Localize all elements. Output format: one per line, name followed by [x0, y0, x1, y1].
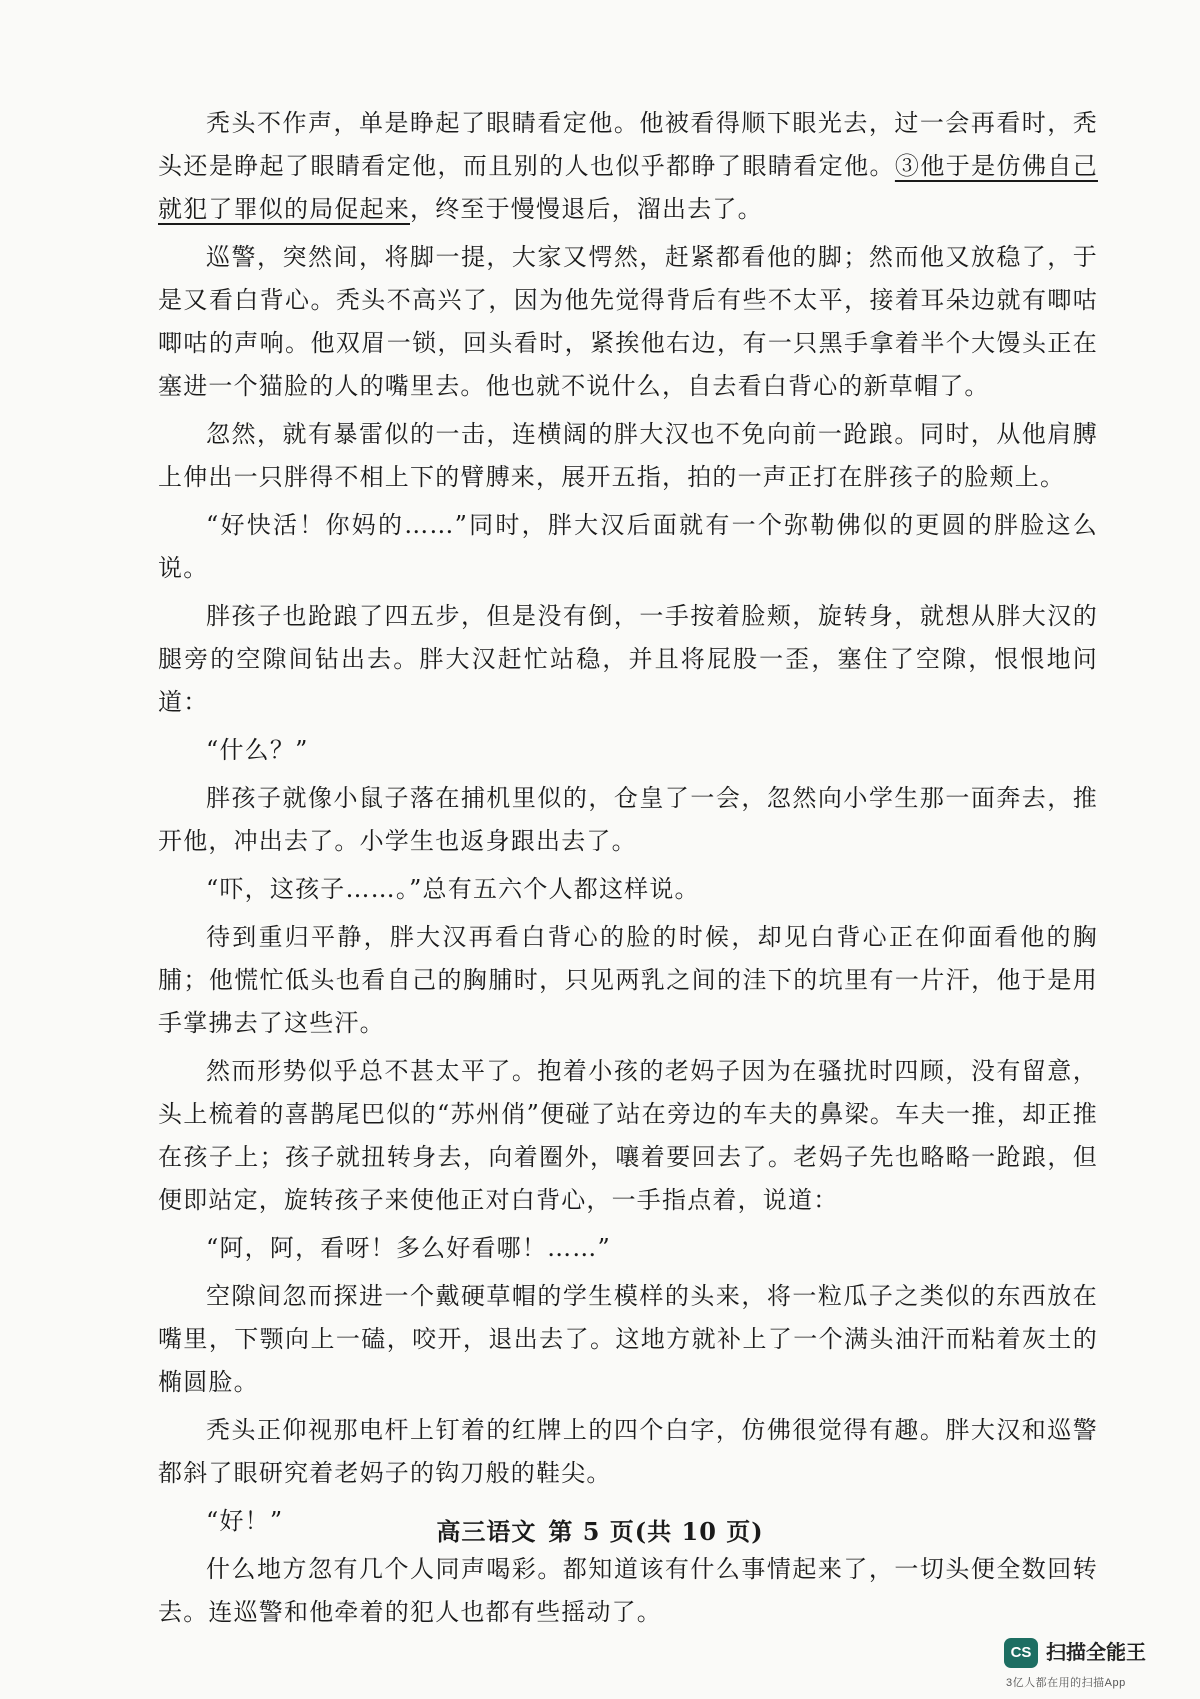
paragraph-12: 空隙间忽而探进一个戴硬草帽的学生模样的头来，将一粒瓜子之类似的东西放在嘴里，下颚向上一磕，咬开，退出去了。这地方就补上了一个满头油汗而粘着灰土的椭圆脸。 [158, 1282, 1098, 1396]
page-footer [0, 1512, 1200, 1547]
watermark-subtitle: 3亿人都在用的扫描App [1006, 1677, 1126, 1689]
camscanner-logo-icon: CS [1004, 1638, 1038, 1668]
paragraph-1 [158, 102, 1098, 231]
paragraph-6: “什么？” [206, 736, 309, 764]
watermark-title: 扫描全能王 [1046, 1642, 1146, 1664]
paragraph-8: “吓，这孩子……。”总有五六个人都这样说。 [206, 875, 700, 903]
passage-text [158, 102, 1098, 1639]
paragraph-11: “阿，阿，看呀！多么好看哪！……” [206, 1234, 611, 1262]
underlined-sentence-3: ③他于是仿佛自己就犯了罪似的局促起来 [158, 152, 1098, 223]
paragraph-5: 胖孩子也跄踉了四五步，但是没有倒，一手按着脸颊，旋转身，就想从胖大汉的腿旁的空隙间钻出去。胖大汉赶忙站稳，并且将屁股一歪，塞住了空隙，恨恨地问道： [158, 602, 1098, 716]
footer-subject: 高三语文 [436, 1517, 537, 1546]
paragraph-14: “好！” [206, 1507, 284, 1535]
paragraph-1-tail: ，终至于慢慢退后，溜出去了。 [410, 195, 763, 223]
paragraph-9: 待到重归平静，胖大汉再看白背心的脸的时候，却见白背心正在仰面看他的胸脯；他慌忙低头也看自己的胸脯时，只见两乳之间的洼下的坑里有一片汗，他于是用手掌拂去了这些汗。 [158, 923, 1098, 1037]
paragraph-4: “好快活！你妈的……”同时，胖大汉后面就有一个弥勒佛似的更圆的胖脸这么说。 [158, 511, 1098, 582]
footer-page-number: 第 5 页(共 10 页) [548, 1517, 764, 1546]
paragraph-2: 巡警，突然间，将脚一提，大家又愕然，赶紧都看他的脚；然而他又放稳了，于是又看白背心。秃头不高兴了，因为他先觉得背后有些不太平，接着耳朵边就有唧咕唧咕的声响。他双眉一锁，回头看时，紧挨他右边，有一只黑手拿着半个大馒头正在塞进一个猫脸的人的嘴里去。他也就不说什么，自去看白背心的新草帽了。 [158, 243, 1098, 400]
paragraph-1-text: 秃头不作声，单是睁起了眼睛看定他。他被看得顺下眼光去，过一会再看时，秃头还是睁起了眼睛看定他，而且别的人也似乎都睁了眼睛看定他。 [158, 109, 1098, 180]
paragraph-3: 忽然，就有暴雷似的一击，连横阔的胖大汉也不免向前一跄踉。同时，从他肩膊上伸出一只胖得不相上下的臂膊来，展开五指，拍的一声正打在胖孩子的脸颊上。 [158, 420, 1098, 491]
paragraph-10: 然而形势似乎总不甚太平了。抱着小孩的老妈子因为在骚扰时四顾，没有留意，头上梳着的喜鹊尾巴似的“苏州俏”便碰了站在旁边的车夫的鼻梁。车夫一推，却正推在孩子上；孩子就扭转身去，向着圈外，嚷着要回去了。老妈子先也略略一跄踉，但便即站定，旋转孩子来使他正对白背心，一手指点着，说道： [158, 1057, 1098, 1214]
paragraph-15: 什么地方忽有几个人同声喝彩。都知道该有什么事情起来了，一切头便全数回转去。连巡警和他牵着的犯人也都有些摇动了。 [158, 1555, 1098, 1626]
paragraph-13: 秃头正仰视那电杆上钉着的红牌上的四个白字，仿佛很觉得有趣。胖大汉和巡警都斜了眼研究着老妈子的钩刀般的鞋尖。 [158, 1416, 1098, 1487]
scanner-watermark [1002, 1636, 1182, 1692]
paragraph-7: 胖孩子就像小鼠子落在捕机里似的，仓皇了一会，忽然向小学生那一面奔去，推开他，冲出去了。小学生也返身跟出去了。 [158, 784, 1098, 855]
